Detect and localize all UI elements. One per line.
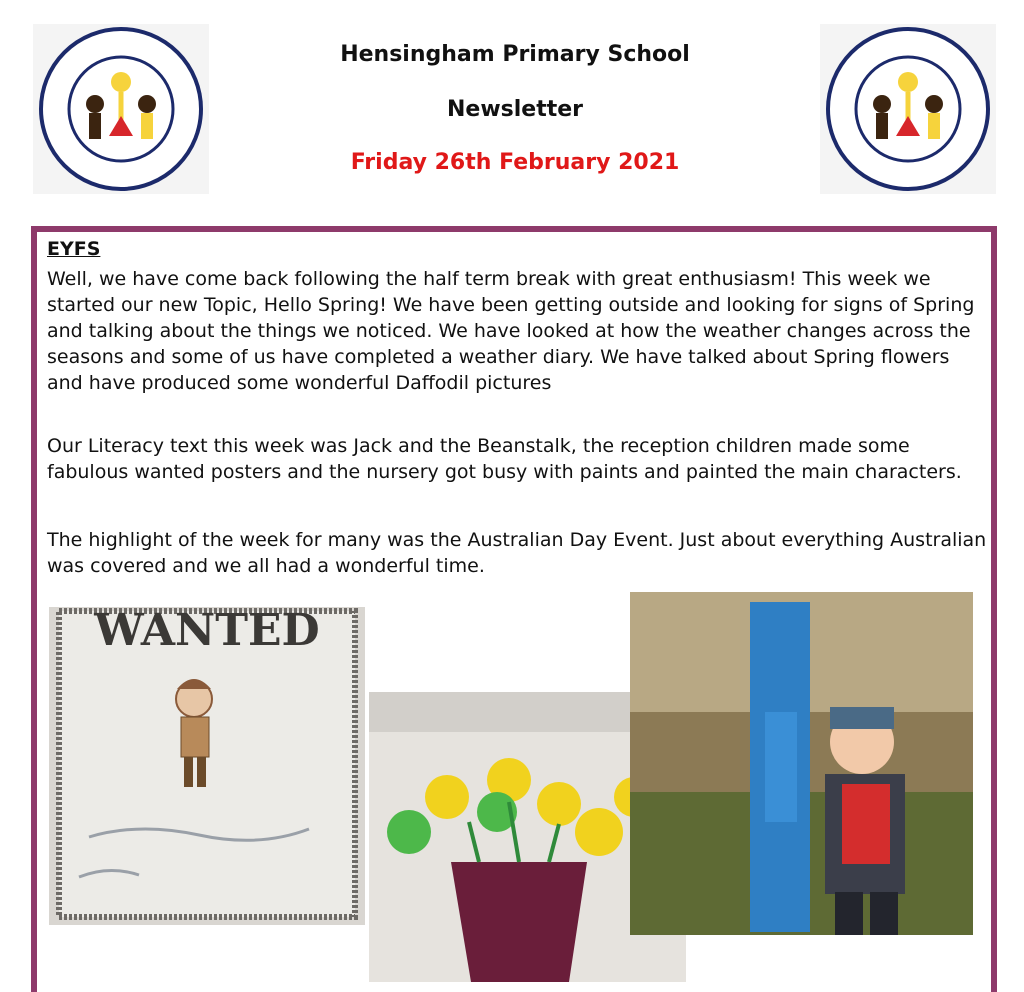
paragraph-2: Our Literacy text this week was Jack and the Beanstalk, the reception children made some fabulous wanted posters and the nursery got busy with paints and painted the main characters.: [47, 435, 962, 483]
school-name: Hensingham Primary School: [340, 42, 690, 67]
section-title: EYFS: [47, 238, 101, 260]
school-logo-right: [820, 24, 996, 194]
eyfs-panel: [31, 226, 997, 992]
school-logo-left: [33, 24, 209, 194]
wanted-poster-photo: [49, 607, 365, 925]
wanted-heading: WANTED: [94, 607, 320, 656]
child-outdoors-photo: [630, 592, 973, 935]
paragraph-1: Well, we have come back following the half term break with great enthusiasm! This week we started our new Topic, Hello Spring! We have been getting outside and looking for signs of Spring and talking about the things we noticed. We have looked at how the weather changes across the seasons and some of us have completed a weather diary. We have talked about Spring flowers and have produced some wonderful Daffodil pictures: [47, 268, 975, 394]
newsletter-date: Friday 26th February 2021: [350, 150, 680, 175]
newsletter-label: Newsletter: [446, 97, 584, 122]
paragraph-3: The highlight of the week for many was the Australian Day Event. Just about everything Australian was covered and we all had a wonderful time.: [47, 529, 987, 577]
